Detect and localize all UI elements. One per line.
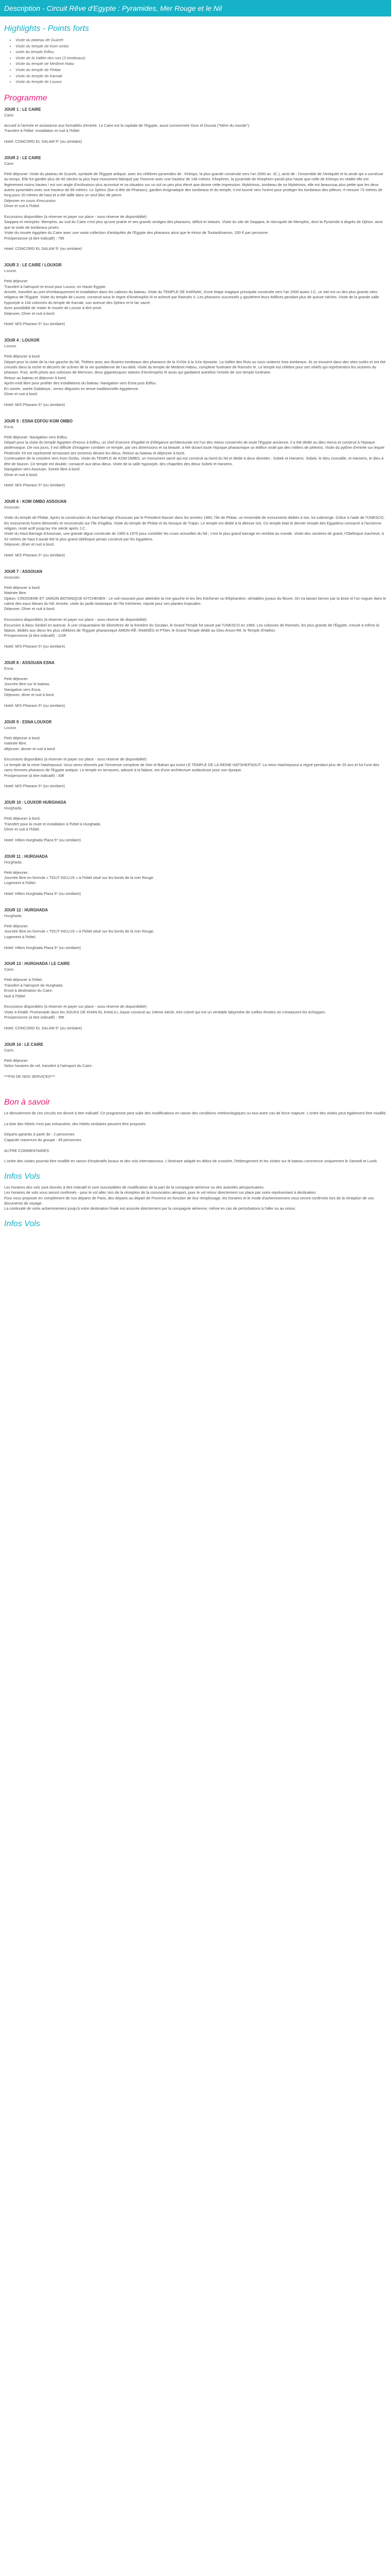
day-location: Louxor.: [4, 725, 17, 730]
page: [0, 0, 391, 1229]
day-block: [4, 155, 387, 262]
day-paragraph: Hotel: CONCORD EL SALAM 5* (ou similaire): [4, 139, 82, 144]
content: [0, 24, 391, 1229]
bon-a-savoir-paragraph: L'ordre des visites pourrait être modifié en raison d'impératifs locaux et des vols internationaux. L'itinéraire adapté en début de croisière, l'hébergement et les visites sur le bateau commence uniquement le Samedi et Lundi.: [4, 1159, 378, 1164]
day-paragraph: Petit déjeuner à bord. matinée libre. déjeuner, dinner et nuit à bord: [4, 735, 55, 751]
day-location: Hurghada.: [4, 913, 23, 919]
day-paragraph: Hotel: M/S Pharaon 5* (ou similaire): [4, 552, 65, 557]
programme-days: [4, 107, 387, 1090]
day-location: Caire.: [4, 161, 15, 166]
day-title: JOUR 1 : LE CAIRE: [4, 107, 41, 112]
highlight-item: • Visite de la Vallée des rois (3 tombeaux): [15, 55, 387, 61]
day-title: JOUR 9 : ESNA LOUXOR: [4, 719, 52, 724]
day-title: JOUR 4 : LOUXOR: [4, 338, 40, 343]
day-paragraph: Petit déjeuner. Journée libre en formule « TOUT INCLUS » à l'hôtel situé sur les bords de la mer Rouge. Logement à l'hôtel.: [4, 870, 155, 886]
day-block: [4, 569, 387, 660]
day-paragraph: Hotel: M/S Pharaon 5* (ou similaire): [4, 784, 65, 789]
day-block: [4, 262, 387, 337]
highlight-item: • Visite du temple de Philae: [15, 67, 387, 73]
day-title: JOUR 12 : HURGHADA: [4, 908, 48, 913]
day-paragraph: Petit déjeuner. Journée libre en formule « TOUT INCLUS » à l'hôtel situé sur les bords de la mer Rouge. Logement à l'hôtel.: [4, 924, 155, 939]
day-paragraph: Hotel: M/S Pharaon 5* (ou similaire): [4, 644, 65, 649]
day-location: Louxor.: [4, 344, 17, 349]
day-paragraph: Excursions disponibles (à réserver et payer sur place - sous réserve de disponibilité) Saqqara et memphis: Memphis, au sud du Caire n'est plus qu'une prairie et ses grands vestiges des pharaons, déficit et statues. Visite du site de Saqqara, le nécropole de Memphis, dont la Pyramide à degrés de Djéser, ainsi que la visite de tombeaux privés. Visite du musée égyptien du Caire avec une vaste collection d'antiquités de l'Egypte des pharaons ainsi que le trésor de Toutankhamon. 200 € par personne. Prix/personne (à titre indicatif) : 75€: [4, 214, 383, 241]
day-paragraph: Petit déjeuner à l'hôtel. Transfert à l'aéroport de Hurghada. Envol à destination du Caire. Nuit à l'hôtel.: [4, 977, 63, 998]
day-paragraph: Hotel: Hilton Hurghada Plaza 5* (ou similaire): [4, 945, 81, 950]
day-title: JOUR 14 : LE CAIRE: [4, 1042, 43, 1047]
day-location: Assouan.: [4, 574, 21, 580]
day-block: [4, 1042, 387, 1090]
infos-vols-heading: Infos Vols: [4, 1172, 40, 1181]
day-paragraph: Hotel: CONCORD EL SALAM 5* (ou similaire): [4, 1026, 82, 1031]
highlight-item: • Visite du temple de Medinet Habu: [15, 61, 387, 67]
day-block: [4, 107, 387, 155]
day-title: JOUR 11 : HURGHADA: [4, 854, 48, 859]
day-paragraph: Petit déjeuner à bord. Transfert pour la route et installation à l'hôtel à Hurghada. Dîner et nuit à l'hôtel.: [4, 816, 102, 832]
day-paragraph: Hotel: Hilton Hurghada Plaza 5* (ou similaire): [4, 837, 81, 842]
highlight-item: • Visite du temple de Kom ombo: [15, 43, 387, 49]
day-block: [4, 854, 387, 907]
day-block: [4, 499, 387, 569]
infos-vols-paragraph: Les horaires des vols sont donnés à titre indicatif et sont susceptibles de modification de la part de la compagnie aérienne ou des autorités aéroportuaires. Les horaires de vols vous seront confirmés - pour le vol aller, lors de la réception de la convocation aéroport, pour le vol retour directement sur place par notre représentant à destination. Pour vous proposer en complément de nos départs de Paris, des départs au départ de Province en fonction de leur remplissage, les horaires et le mode d'acheminement vous seront confirmés lors de la réception de vos documents de voyage. La continuité de votre acheminement jusqu'à votre destination finale est assurée directement par la compagnie aérienne, même en cas de perturbations à l'aller ou au retour.: [4, 1184, 374, 1211]
day-paragraph: Hotel: M/S Pharaon 5* (ou similaire): [4, 321, 65, 327]
day-paragraph: Hotel: CONCORD EL SALAM 5* (ou similaire): [4, 246, 82, 251]
day-paragraph: Petit déjeuner Transfert à l'aéroport et envol pour Louxor, en Haute Egypte. Arrivée, transfert au port d'embarquement et installation dans les cabines du bateau. Visite du TEMPLE DE KARNAK, d'une étape magique principale construite vers l'an 2000 avant J.C, ce site est un des plus grands sites religieux de l'Egypte. Visite du temple de Louxor, construit sous le règne d'Aménophis III et achevé par Ramsès II. Les pharaons successifs y ajoutèrent leurs édifices pendant plus de quinze siècles. Visite de la grande salle hypostyle à 134 colonnes du temple de Karnak, son avenue des Sphinx et le lac sacré. Avec possibilité de visiter le musée de Louxor à titre privé. Déjeuner, Dîner et nuit à bord.: [4, 279, 379, 316]
day-location: Louxor.: [4, 268, 17, 274]
day-paragraph: Hotel: M/S Pharaon 5* (ou similaire): [4, 402, 65, 407]
day-title: JOUR 3 : LE CAIRE / LOUXOR: [4, 263, 62, 268]
day-location: Caire.: [4, 967, 15, 972]
day-paragraph: Excursions disponibles (à réserver et payer sur place - sous réserve de disponibilité) Le temple de la reine hatshepsout: Vous serez étonnés par l'immense complexe de Deir el-Bahari qui inclut LE TEMPLE DE LA REINE HATSHEPSOUT. La reine Hatchepsout a régné pendant plus de 20 ans et fut l'une des rares femmes pharaons de l'Egypte antique. Le temple en terrasses, adossé à la falaise, est d'une architecture audacieuse pour son époque. Prix/personne (à titre indicatif) : 30€: [4, 757, 380, 778]
highlight-item: • Visite du temple de Karnak: [15, 73, 387, 79]
day-location: Esna.: [4, 666, 14, 671]
day-paragraph: Hotel: M/S Pharaon 5* (ou similaire): [4, 703, 65, 708]
page-title: Description - Circuit Rêve d'Egypte : Pyramides, Mer Rouge et le Nil: [0, 0, 391, 16]
day-paragraph: Petit déjeuner à bord. Matinée libre. Option: CROISIERE ET JARDIN BOTANIQUE KITCHENER : Le voil mouvant pour atteindre la rive gauche et les îles Kitchener ou Eléphantine, véritables joyaux du fleuve. On ira laisser bercer par la brise et l'on voguer dans le calme des eaux bleues du Nil. Arrivée, visite du jardin botanique de l'île Kitchener, réputé pour ses plantes tropicales. Déjeuner, Dîner et nuit à bord.: [4, 585, 386, 612]
highlights-heading: Highlights - Points forts: [4, 24, 89, 33]
infos-vols-text: [4, 1185, 387, 1212]
day-block: [4, 660, 387, 719]
day-paragraph: Petit déjeuner. Navigation vers Edfou. Départ pour la visite du temple égyptien d'Horus à Edfou, un chef d'oeuvre d'égalité et d'élégance architecturale est l'un des mieux conservés de toute l'Egypte ancienne, il a été dédié au dieu Horus et construit à l'époque ptolémaïque. De nos jours, il est difficile d'imaginer combien ce temple, par ses dimensions et sa beauté, a été durant toute l'époque pharaonique un édifice visité par des milliers de pèlerins. Visite du pylône d'entrée sur lequel Ptolémée XII est représenté terrassant ses ennemis devant les dieux. Retour au bateau et déjeuner à bord. Continuation de la croisière vers Kom Ombo. Visite du TEMPLE de KOM OMBO, un monument sacré qui est construit au bord du Nil et dédié à deux divinités : Sobek et Haroeris. Sobek, le dieu crocodile, et Haroeris, le dieu à tête de faucon. Ce temple est double, consacré aux deux dieux. Visite de la salle hypostyle, des chapelles des dieux Sobek et Haroeris. Navigation vers Assouan. Soirée libre à bord. Dîner et nuit à bord.: [4, 434, 384, 477]
programme-heading: Programme: [4, 93, 47, 103]
day-location: Caire.: [4, 1047, 15, 1053]
bon-a-savoir-heading: Bon à savoir: [4, 1097, 50, 1107]
day-title: JOUR 10 : LOUXOR HURGHADA: [4, 800, 67, 805]
day-title: JOUR 2 : LE CAIRE: [4, 155, 41, 160]
highlight-item: • Visite du temple de Louxor: [15, 79, 387, 85]
bon-a-savoir-text: [4, 1111, 387, 1164]
day-location: Hurghada.: [4, 806, 23, 811]
day-paragraph: ***FIN DE NOS SERVICES***: [4, 1074, 55, 1079]
day-paragraph: Visite du temple de Philae. Après la construction du haut Barrage d'Assouan par le Président Nasser dans les années 1960, l'île de Philae, un ensemble de monuments dédiés à Isis, fut submergé. Grâce à l'aide de l'UNESCO, les monuments furent démontés et reconstruits sur l'île d'Agilkia. Visite du temple de Philae et du kiosque de Trajan. Le temple est dédié à la déesse Isis. Ce temple était le dernier temple des Egyptiens consacré à l'ancienne religion, resté actif jusqu'au VIe siècle après J.C. Visite du Haut Barrage d'Assouan, une grande digue construite de 1960 à 1970 pour contrôler les crues annuelles du Nil ; c'est le plus grand barrage en remblai au monde. Visite des carrières de granit, l'Obélisque inachevé, à 42 mètres de haut il aurait été le plus grand obélisque jamais construit par les égyptiens. Déjeuner, dîner et nuit à bord.: [4, 515, 385, 547]
day-paragraph: Hotel: M/S Pharaon 5* (ou similaire): [4, 483, 65, 488]
bon-a-savoir-paragraph: Départs garantis à partir de : 2 personnes Capacité maximum du groupe : 49 personnes: [4, 1132, 82, 1142]
highlight-item: • Visite du plateau de Guizeh: [15, 37, 387, 43]
day-paragraph: Petit déjeuner. Journée libre sur le bateau. Navigation vers Esna. Déjeuner, dîner et nuit à bord.: [4, 676, 55, 698]
day-block: [4, 418, 387, 499]
day-block: [4, 800, 387, 853]
day-paragraph: Petit déjeuner Selon horaires de vol, transfert à l'aéroport du Caire.: [4, 1058, 93, 1069]
day-paragraph: Excursions disponibles (à réserver et payer sur place - sous réserve de disponibilité) Excursion à Abou Simbel en autocar. À une cinquantaine de kilomètres de la frontière du Soudan, le Grand Temple fut sauvé par l'UNESCO en 1969. Les colosses de Ramsès, les plus grands de l'Égypte, creusé à même la falaise, dédiés aux dieux les plus célèbres de l'Egypte pharaonique AMON-RÊ, RAMSÈS et PTAH, le Grand Temple dédié au Dieu Amon-Rê, le Temple d'Hathor. Prix/personne (à titre indicatif) : 110€: [4, 617, 379, 638]
day-block: [4, 907, 387, 961]
day-paragraph: Accueil à l'arrivée et assistance aux formalités d'entrée. Le Caire est la capitale de l'Egypte, aussi surnommée Oum el Dounia ("Mère du monde"). Transfert à l'hôtel. Installation et nuit à l'hôtel.: [4, 123, 250, 133]
day-location: Assouan.: [4, 505, 21, 510]
highlight-item: • visite du temple Edfou: [15, 49, 387, 55]
day-title: JOUR 8 : ASSOUAN ESNA: [4, 660, 55, 665]
day-paragraph: Excursions disponibles (à réserver et payer sur place - sous réserve de disponibilité) Visite à Khalili: Promenade dans les SOUKS DE KHAN EL KHALILI, bazar construit au 14ème siècle, très coloré qui est un véritable labyrinthe de ruelles étroites où s'entassent les échoppes. Prix/personne (à titre indicatif) : 35€: [4, 1004, 326, 1020]
day-paragraph: Hotel: Hilton Hurghada Plaza 5* (ou similaire): [4, 891, 81, 896]
day-title: JOUR 7 : ASSOUAN: [4, 569, 42, 574]
highlights-list: [4, 37, 387, 85]
day-location: Hurghada.: [4, 859, 23, 865]
bon-a-savoir-paragraph: La liste des hôtels n'est pas exhaustive, des hôtels similaires peuvent être proposés: [4, 1121, 146, 1126]
day-location: Esna.: [4, 424, 14, 429]
bon-a-savoir-paragraph: Le déroulement de ces circuits est donné à titre indicatif. Ce programme peut subir des modifications en raison des conditions météorologiques ou tout autre cas de force majeure. L'ordre des visites peut également être modifié.: [4, 1110, 387, 1115]
infos-vols-heading-2: Infos Vols: [4, 1219, 40, 1228]
day-block: [4, 961, 387, 1041]
day-location: Caire.: [4, 112, 15, 117]
day-title: JOUR 13 : HURGHADA / LE CAIRE: [4, 961, 70, 967]
day-block: [4, 719, 387, 800]
day-paragraph: Petit déjeuner à bord. Départ pour la visite de la rive gauche du Nil, Thèbes avec ses illustres tombeaux des pharaons de la XVIIIe à la XXe dynastie. La Vallée des Rois ou vous visiterez trois tombeaux. Ils se trouvent dans des sites isolés et ont été creusés dans la roche et décorés de scènes de la vie quotidienne de l'au-delà. Visite du temple de Medinet Habou, complexe funéraire de Ramsès III. Le temple est célèbre pour ses reliefs qui représentent les victoires du pharaon. Puis, arrêt photo aux colosses de Memnon, deux gigantesques statues d'Aménophis III assis qui gardaient autrefois l'entrée de son temple funéraire. Retour au bateau et déjeuner à bord. Après-midi libre pour profiter des installations du bateau. Navigation vers Esna puis Edfou. En soirée, soirée Galabeya ; venez déguisés en tenue traditionnelle égyptienne. Dîner et nuit à bord.: [4, 354, 386, 397]
day-block: [4, 337, 387, 418]
day-title: JOUR 6 : KOM OMBO ASSOUAN: [4, 499, 67, 504]
bon-a-savoir-paragraph: AUTRE COMMENTAIRES: [4, 1148, 49, 1153]
day-title: JOUR 5 : ESNA EDFOU KOM OMBO: [4, 418, 73, 423]
day-paragraph: Petit déjeuner. Visite du plateau de Guizeh, symbole de l'Egypte antique, avec les célèbres pyramides de : Khéops, la plus grande construite vers l'an 2650 av. JC.), ainsi de : l'ensemble de l'Antiquité et la seule qui a survécue au temps. Elle fut gardée plus de 40 siècles la plus haut monument fabriqué par l'homme avec une hauteur de 146 mètres. Khephren, la pyramide de Khephren paraît plus haute que celle de Khéops en réalité elle est légèrement moins hautes ! est son angle d'inclinaison plus accentué et sa situation sur un sol un peu plus élevé que donne cette impression. Mykérinos, tombeau de roi Mykérinos, elle est beaucoup plus petite que les deux autres pyramides avec une hauteur de 66 mètres. Le Sphinx (lion à tête de Pharaon), gardien énigmatique des tombeaux et du temple, il est tourné vers l'orient pour protéger les tombeaux des pilleurs. Il mesure 73 mètres de long pour 20 mètres de haut et a été taillé dans un seul bloc de pierre. Déjeuner en cours d'excursion. Dîner et nuit à l'hôtel.: [4, 171, 384, 209]
